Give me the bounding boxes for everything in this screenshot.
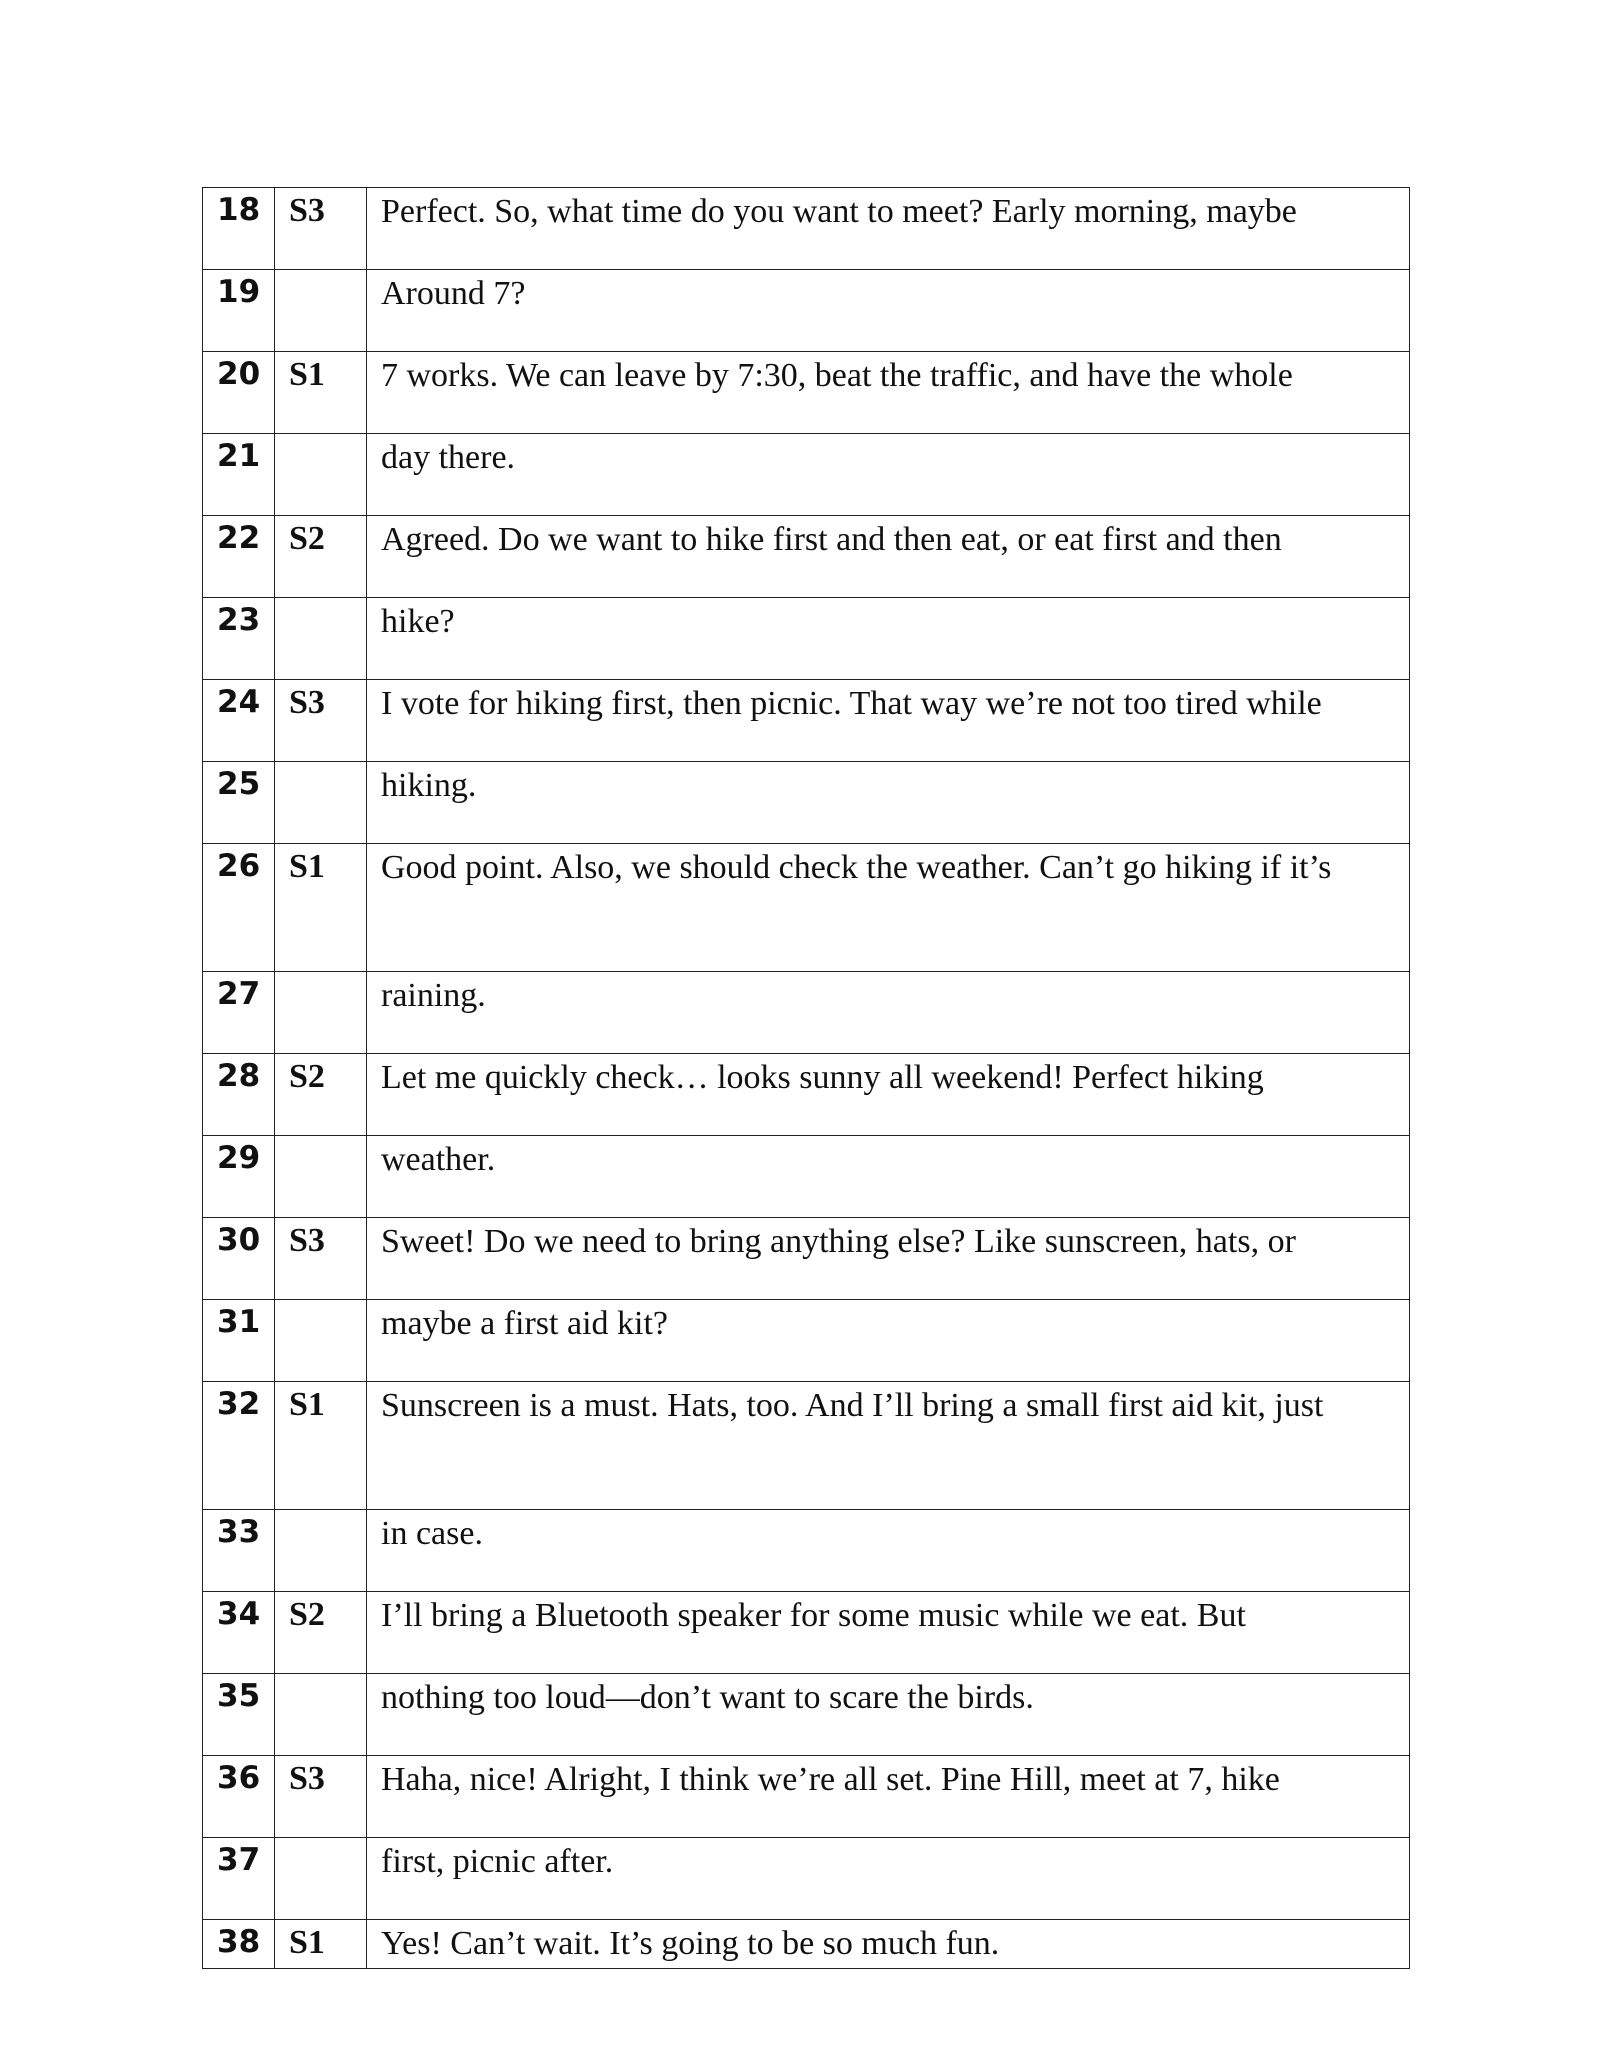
line-number: 21 — [203, 434, 275, 516]
line-number: 26 — [203, 844, 275, 972]
line-number: 30 — [203, 1218, 275, 1300]
speaker-label: S1 — [275, 1920, 367, 1969]
speaker-label: S2 — [275, 1054, 367, 1136]
table-row — [203, 188, 1410, 270]
speaker-label — [275, 1674, 367, 1756]
utterance-text: hike? — [367, 598, 1410, 680]
table-row — [203, 1920, 1410, 1969]
line-number: 24 — [203, 680, 275, 762]
utterance-text: 7 works. We can leave by 7:30, beat the traffic, and have the whole — [367, 352, 1410, 434]
table-row — [203, 1838, 1410, 1920]
line-number: 35 — [203, 1674, 275, 1756]
transcript-table — [202, 187, 1410, 1969]
utterance-text: Sweet! Do we need to bring anything else? Like sunscreen, hats, or — [367, 1218, 1410, 1300]
speaker-label — [275, 1136, 367, 1218]
line-number: 27 — [203, 972, 275, 1054]
line-number: 38 — [203, 1920, 275, 1969]
line-number: 22 — [203, 516, 275, 598]
utterance-text: Yes! Can’t wait. It’s going to be so much fun. — [367, 1920, 1410, 1969]
table-row — [203, 680, 1410, 762]
utterance-text: Haha, nice! Alright, I think we’re all set. Pine Hill, meet at 7, hike — [367, 1756, 1410, 1838]
line-number: 25 — [203, 762, 275, 844]
line-number: 19 — [203, 270, 275, 352]
table-row — [203, 1756, 1410, 1838]
utterance-text: nothing too loud—don’t want to scare the birds. — [367, 1674, 1410, 1756]
table-row — [203, 972, 1410, 1054]
speaker-label: S1 — [275, 844, 367, 972]
speaker-label — [275, 598, 367, 680]
line-number: 34 — [203, 1592, 275, 1674]
line-number: 31 — [203, 1300, 275, 1382]
speaker-label: S1 — [275, 352, 367, 434]
utterance-text: I vote for hiking first, then picnic. That way we’re not too tired while — [367, 680, 1410, 762]
line-number: 23 — [203, 598, 275, 680]
utterance-text: Around 7? — [367, 270, 1410, 352]
speaker-label: S3 — [275, 1218, 367, 1300]
line-number: 33 — [203, 1510, 275, 1592]
table-row — [203, 1674, 1410, 1756]
speaker-label: S3 — [275, 1756, 367, 1838]
table-row — [203, 844, 1410, 972]
utterance-text: Perfect. So, what time do you want to meet? Early morning, maybe — [367, 188, 1410, 270]
utterance-text: day there. — [367, 434, 1410, 516]
table-row — [203, 1136, 1410, 1218]
speaker-label — [275, 434, 367, 516]
table-row — [203, 1592, 1410, 1674]
utterance-text: Good point. Also, we should check the weather. Can’t go hiking if it’s — [367, 844, 1410, 972]
speaker-label — [275, 1510, 367, 1592]
table-row — [203, 1300, 1410, 1382]
utterance-text: Let me quickly check… looks sunny all weekend! Perfect hiking — [367, 1054, 1410, 1136]
table-row — [203, 598, 1410, 680]
utterance-text: Sunscreen is a must. Hats, too. And I’ll bring a small first aid kit, just — [367, 1382, 1410, 1510]
line-number: 28 — [203, 1054, 275, 1136]
table-row — [203, 352, 1410, 434]
utterance-text: raining. — [367, 972, 1410, 1054]
speaker-label — [275, 762, 367, 844]
speaker-label — [275, 1838, 367, 1920]
speaker-label — [275, 270, 367, 352]
table-row — [203, 762, 1410, 844]
table-row — [203, 434, 1410, 516]
speaker-label: S2 — [275, 516, 367, 598]
line-number: 20 — [203, 352, 275, 434]
table-row — [203, 1054, 1410, 1136]
table-row — [203, 1510, 1410, 1592]
line-number: 32 — [203, 1382, 275, 1510]
table-row — [203, 1218, 1410, 1300]
speaker-label: S1 — [275, 1382, 367, 1510]
utterance-text: maybe a first aid kit? — [367, 1300, 1410, 1382]
speaker-label — [275, 1300, 367, 1382]
line-number: 36 — [203, 1756, 275, 1838]
utterance-text: in case. — [367, 1510, 1410, 1592]
speaker-label: S2 — [275, 1592, 367, 1674]
utterance-text: Agreed. Do we want to hike first and then eat, or eat first and then — [367, 516, 1410, 598]
speaker-label: S3 — [275, 680, 367, 762]
line-number: 29 — [203, 1136, 275, 1218]
table-row — [203, 516, 1410, 598]
table-row — [203, 1382, 1410, 1510]
line-number: 37 — [203, 1838, 275, 1920]
table-row — [203, 270, 1410, 352]
utterance-text: I’ll bring a Bluetooth speaker for some music while we eat. But — [367, 1592, 1410, 1674]
utterance-text: first, picnic after. — [367, 1838, 1410, 1920]
utterance-text: weather. — [367, 1136, 1410, 1218]
speaker-label — [275, 972, 367, 1054]
line-number: 18 — [203, 188, 275, 270]
speaker-label: S3 — [275, 188, 367, 270]
utterance-text: hiking. — [367, 762, 1410, 844]
